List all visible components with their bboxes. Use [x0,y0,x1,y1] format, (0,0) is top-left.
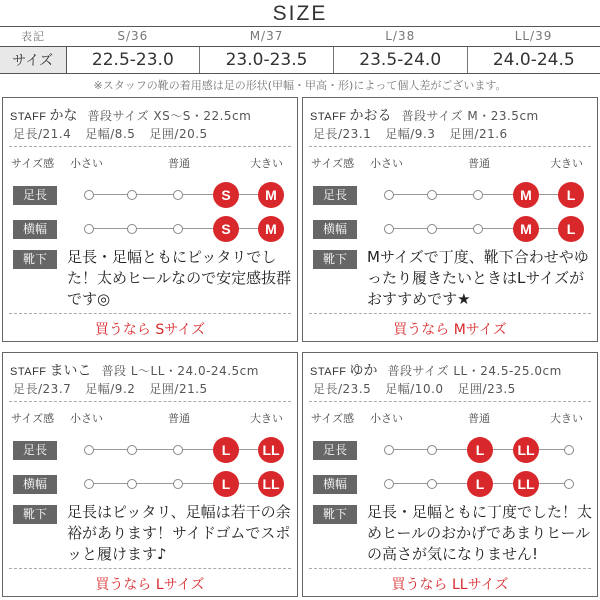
size-mark: LL [513,437,539,463]
scale-dot [427,479,437,489]
length-scale [385,185,576,205]
size-mark: M [513,216,539,242]
length-scale [85,185,277,205]
size-range-cell: 24.0-24.5 [467,46,600,73]
size-range-cell: 23.0-23.5 [200,46,334,73]
scale-dot [84,479,94,489]
size-row-label: サイズ [0,46,66,73]
foot-measurements [313,380,588,397]
scale-small-label: 小さい [70,157,103,170]
staff-name: まいこ [49,363,92,379]
scale-large-label: 大きい [250,412,283,425]
staff-name: ゆか [349,363,378,379]
divider [9,313,291,314]
recommend-size: 買うなら Lサイズ [95,577,205,593]
scale-title: サイズ感 [11,157,55,170]
staff-comment: 足長・足幅ともに丁度でした！太めヒールのおかげであまりヒールの高さが気になりません! [367,503,593,563]
size-mark: L [213,471,239,497]
staff-header [310,360,592,380]
scale-large-label: 大きい [250,157,283,170]
foot-length: 足長/23.5 [313,382,372,396]
foot-width: 足幅/8.5 [85,127,136,141]
foot-length: 足長/21.4 [13,127,72,141]
width-label: 横幅 [13,220,57,239]
staff-card [2,352,298,597]
scale-dot [427,224,437,234]
scale-dot [384,190,394,200]
length-label: 足長 [313,441,357,460]
scale-small-label: 小さい [370,412,403,425]
staff-comment: 足長・足幅ともにピッタリでした！太めヒールなので安定感抜群です◎ [67,248,292,308]
staff-label: STAFF [310,366,347,378]
width-label: 横幅 [13,475,57,494]
scale-dot [84,190,94,200]
usual-size: 普段サイズ LL・24.5-25.0cm [387,364,562,378]
width-scale [85,474,280,494]
shoe-label: 靴下 [13,250,57,269]
size-table-header-row [0,26,600,46]
foot-width: 足幅/10.0 [385,382,444,396]
size-header-cell: M/37 [249,28,284,43]
length-scale [85,440,280,460]
foot-length: 足長/23.1 [313,127,372,141]
size-mark: M [258,216,284,242]
scale-title: サイズ感 [311,412,355,425]
length-label: 足長 [13,441,57,460]
divider [309,401,591,402]
usual-size: 普段 L〜LL・24.0-24.5cm [101,364,259,378]
fit-note: ※スタッフの靴の着用感は足の形状(甲幅・甲高・形)によって個人差がございます。 [93,79,507,92]
staff-name: かおる [349,108,392,124]
recommend-size: 買うなら Sサイズ [94,322,206,338]
size-range-cell: 23.5-24.0 [333,46,467,73]
foot-girth: 足囲/21.5 [149,382,208,396]
scale-dot [173,479,183,489]
staff-card [302,97,598,342]
scale-dot [173,445,183,455]
size-mark: M [513,182,539,208]
scale-dot [127,190,137,200]
foot-measurements [313,125,588,142]
scale-dot [427,445,437,455]
staff-card [2,97,298,342]
usual-size: 普段サイズ XS〜S・22.5cm [87,109,252,123]
scale-normal-label: 普通 [168,412,190,425]
scale-dot [127,224,137,234]
staff-label: STAFF [310,111,347,123]
recommend-size: 買うなら Mサイズ [393,322,507,338]
scale-small-label: 小さい [70,412,103,425]
divider [309,568,591,569]
size-mark: L [467,471,493,497]
scale-large-label: 大きい [550,412,583,425]
size-mark: L [558,182,584,208]
size-mark: L [213,437,239,463]
scale-dot [564,445,574,455]
scale-dot [384,224,394,234]
width-label: 横幅 [313,220,357,239]
staff-name: かな [49,108,78,124]
foot-girth: 足囲/21.6 [449,127,508,141]
divider [9,146,291,147]
foot-width: 足幅/9.2 [85,382,136,396]
staff-header [10,105,292,125]
size-mark: M [258,182,284,208]
scale-dot [384,445,394,455]
length-label: 足長 [13,186,57,205]
scale-normal-label: 普通 [468,157,490,170]
scale-dot [427,190,437,200]
recommend-size: 買うなら LLサイズ [391,577,509,593]
shoe-label: 靴下 [313,250,357,269]
foot-girth: 足囲/20.5 [149,127,208,141]
foot-measurements [13,380,288,397]
shoe-label: 靴下 [313,505,357,524]
usual-size: 普段サイズ M・23.5cm [401,109,539,123]
foot-measurements [13,125,288,142]
size-mark: S [213,182,239,208]
staff-header [10,360,292,380]
scale-dot [384,479,394,489]
staff-comment: Mサイズで丁度、靴下合わせやゆったり履きたいときはLサイズがおすすめです★ [367,248,589,308]
size-mark: LL [258,471,284,497]
size-header-cell: LL/39 [514,28,553,43]
foot-width: 足幅/9.3 [385,127,436,141]
size-range-cell: 22.5-23.0 [66,46,200,73]
scale-dot [127,445,137,455]
page-title: SIZE [272,2,328,25]
scale-dot [84,445,94,455]
scale-dot [84,224,94,234]
size-header-cell: L/38 [385,28,416,43]
divider [309,146,591,147]
width-scale [385,474,573,494]
divider [9,568,291,569]
size-table [0,26,600,74]
scale-dot [473,190,483,200]
width-label: 横幅 [313,475,357,494]
scale-dot [173,224,183,234]
staff-header [310,105,592,125]
length-label: 足長 [313,186,357,205]
scale-small-label: 小さい [370,157,403,170]
foot-length: 足長/23.7 [13,382,72,396]
size-header-cell: S/36 [117,28,149,43]
size-mark: L [558,216,584,242]
length-scale [385,440,573,460]
staff-label: STAFF [10,111,47,123]
size-mark: S [213,216,239,242]
size-header-label: 表記 [21,29,45,43]
scale-normal-label: 普通 [168,157,190,170]
scale-large-label: 大きい [550,157,583,170]
size-mark: LL [513,471,539,497]
divider [309,313,591,314]
staff-card [302,352,598,597]
scale-dot [173,190,183,200]
foot-girth: 足囲/23.5 [457,382,516,396]
width-scale [385,219,576,239]
size-mark: L [467,437,493,463]
scale-dot [127,479,137,489]
shoe-label: 靴下 [13,505,57,524]
size-mark: LL [258,437,284,463]
scale-title: サイズ感 [311,157,355,170]
scale-dot [473,224,483,234]
scale-dot [564,479,574,489]
staff-comment: 足長はピッタリ、足幅は若干の余裕があります！サイドゴムでスポッと履けます♪ [67,503,291,563]
scale-title: サイズ感 [11,412,55,425]
width-scale [85,219,277,239]
size-table-row [0,46,600,73]
divider [9,401,291,402]
staff-label: STAFF [10,366,47,378]
scale-normal-label: 普通 [468,412,490,425]
